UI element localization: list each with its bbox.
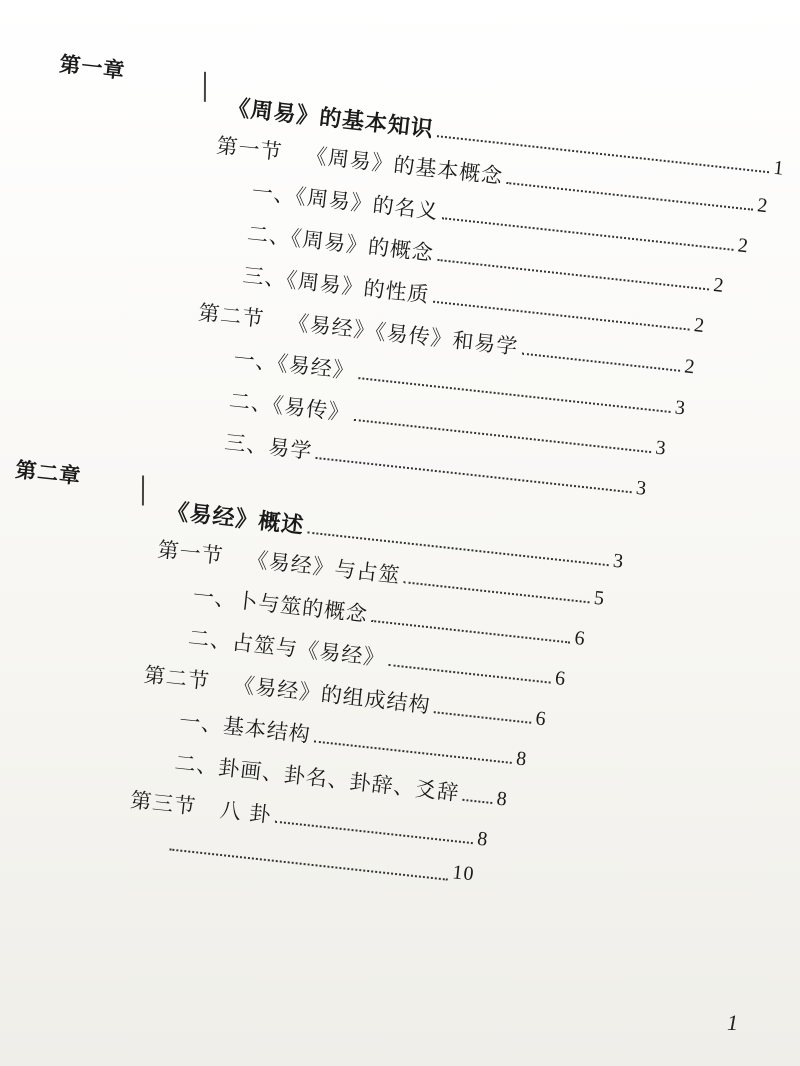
item-2-1-1-page: 6	[573, 627, 587, 651]
item-1-1-2-label: 二、《周易》的概念	[246, 221, 436, 266]
section-1-2-page: 2	[683, 355, 697, 379]
chapter-2-label-row	[14, 454, 137, 497]
chapter-1-label-row	[58, 48, 181, 91]
item-1-2-1-page: 3	[673, 396, 688, 420]
chapter-1-label: 第一章	[58, 52, 127, 84]
leader-dots	[314, 738, 512, 763]
section-2-1-label: 第一节	[156, 537, 225, 569]
item-1-1-2-page: 2	[712, 273, 726, 298]
item-1-2-1-label: 一、《易经》	[232, 346, 356, 384]
item-2-2-1-page: 8	[515, 747, 529, 771]
section-1-2-label: 第二节	[197, 300, 266, 332]
section-2-2-title: 《易经》的组成结构	[232, 672, 432, 718]
item-1-2-3-page: 3	[634, 476, 649, 500]
item-1-1-1-page: 2	[736, 234, 751, 258]
section-2-3-label: 第三节	[129, 788, 198, 819]
leader-dots	[371, 618, 570, 644]
section-2-3-page: 8	[476, 827, 490, 851]
item-1-2-2-label: 二、《易传》	[227, 388, 352, 426]
leader-dots	[315, 455, 632, 493]
section-2-1-page: 5	[592, 586, 607, 610]
leader-dots	[521, 351, 680, 372]
item-1-1-3-page: 2	[692, 314, 707, 338]
folio-page-number: 1	[727, 1010, 738, 1035]
leader-dots	[404, 579, 590, 603]
section-1-1-title: 《周易》的基本概念	[304, 143, 505, 189]
section-2-2-page: 6	[534, 707, 548, 731]
chapter-2-separator	[142, 475, 144, 505]
item-2-2-1-label: 一、基本结构	[178, 708, 312, 747]
chapter-1-page: 1	[772, 156, 786, 180]
item-2-1-2-page: 6	[553, 667, 568, 691]
leader-dots	[169, 846, 448, 880]
chapter-1-title: 《周易》的基本知识	[226, 95, 435, 143]
section-2-1-title: 《易经》与占筮	[245, 547, 402, 588]
item-1-2-2-page: 3	[654, 436, 668, 460]
leader-dots	[275, 819, 474, 845]
section-1-1-label: 第一节	[215, 133, 284, 165]
trailing-page: 10	[451, 861, 476, 886]
chapter-2-title: 《易经》概述	[165, 499, 306, 540]
item-1-2-3-label: 三、易学	[223, 430, 314, 464]
item-2-2-2-page: 8	[495, 787, 509, 811]
chapter-2-label: 第二章	[14, 457, 83, 489]
section-2-3-title: 八 卦	[218, 797, 273, 828]
chapter-2-page: 3	[611, 549, 626, 573]
item-1-1-1-label: 一、《周易》的名义	[250, 179, 440, 224]
item-2-1-1-label: 一、卜与筮的概念	[191, 583, 370, 627]
chapter-1-separator	[204, 72, 206, 102]
item-2-1-2-label: 二、占筮与《易经》	[187, 625, 387, 671]
leader-dots	[462, 797, 492, 804]
leader-dots	[388, 662, 550, 684]
section-1-1-page: 2	[756, 194, 770, 218]
item-1-1-3-label: 三、《周易》的性质	[241, 263, 431, 308]
leader-dots	[434, 709, 532, 724]
section-1-2-title: 《易经》《易传》和易学	[286, 310, 520, 360]
item-2-2-2-label: 二、卦画、卦名、卦辞、爻辞	[173, 750, 461, 806]
section-2-2-label: 第二节	[142, 662, 212, 694]
